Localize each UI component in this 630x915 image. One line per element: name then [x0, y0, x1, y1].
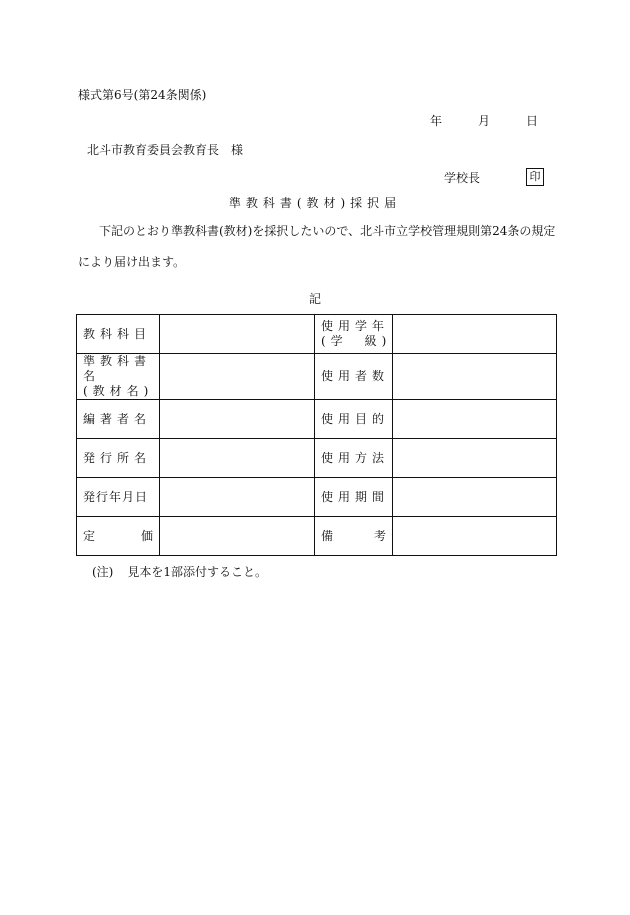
addressee: 北斗市教育委員会教育長 様 [87, 143, 244, 157]
document-title: 準教科書(教材)採択届 [228, 196, 402, 210]
label-remarks-a: 備 [321, 528, 334, 543]
label-grade-line2: (学 級) [321, 334, 392, 348]
label-method: 使用方法 [315, 439, 393, 478]
date-day: 日 [525, 114, 538, 128]
value-subject[interactable] [160, 315, 315, 354]
value-grade[interactable] [393, 315, 557, 354]
principal-label: 学校長 [444, 170, 481, 185]
footnote-marker: (注) [92, 565, 114, 579]
table-row [77, 315, 557, 354]
label-textbook-name [77, 354, 160, 400]
table-row [77, 354, 557, 400]
principal-line [444, 168, 544, 186]
label-publisher: 発行所名 [77, 439, 160, 478]
label-period: 使用期間 [315, 478, 393, 517]
label-price-b: 価 [140, 528, 153, 543]
date-line [430, 112, 538, 129]
value-publish-date[interactable] [160, 478, 315, 517]
value-purpose[interactable] [393, 400, 557, 439]
value-price[interactable] [160, 517, 315, 556]
ki-heading: 記 [308, 292, 321, 306]
date-month: 月 [477, 114, 490, 128]
label-remarks [315, 517, 393, 556]
value-publisher[interactable] [160, 439, 315, 478]
value-user-count[interactable] [393, 354, 557, 400]
label-price-a: 定 [83, 528, 96, 543]
date-year: 年 [429, 114, 442, 128]
label-user-count: 使用者数 [315, 354, 393, 400]
footnote [92, 563, 267, 580]
body-text-line1: 下記のとおり準教科書(教材)を採択したいので、北斗市立学校管理規則第24条の規定 [99, 224, 556, 238]
value-method[interactable] [393, 439, 557, 478]
label-price [77, 517, 160, 556]
body-text-line2: により届け出ます。 [78, 255, 186, 269]
table-row [77, 439, 557, 478]
label-grade [315, 315, 393, 354]
label-textbook-name-line1: 準教科書名 [83, 354, 152, 383]
label-publish-date: 発行年月日 [77, 478, 160, 517]
table-row [77, 478, 557, 517]
seal-stamp: 印 [526, 168, 544, 186]
footnote-text: 見本を1部添付すること。 [127, 565, 268, 579]
label-subject: 教科科目 [77, 315, 160, 354]
label-remarks-b: 考 [373, 528, 386, 543]
value-author[interactable] [160, 400, 315, 439]
application-table [76, 314, 557, 556]
form-number: 様式第6号(第24条関係) [78, 88, 207, 102]
label-textbook-name-line2: (教材名) [83, 384, 154, 398]
table-row [77, 400, 557, 439]
label-purpose: 使用目的 [315, 400, 393, 439]
label-grade-line1: 使用学年 [321, 319, 390, 333]
table-row [77, 517, 557, 556]
value-remarks[interactable] [393, 517, 557, 556]
label-author: 編著者名 [77, 400, 160, 439]
value-textbook-name[interactable] [160, 354, 315, 400]
value-period[interactable] [393, 478, 557, 517]
